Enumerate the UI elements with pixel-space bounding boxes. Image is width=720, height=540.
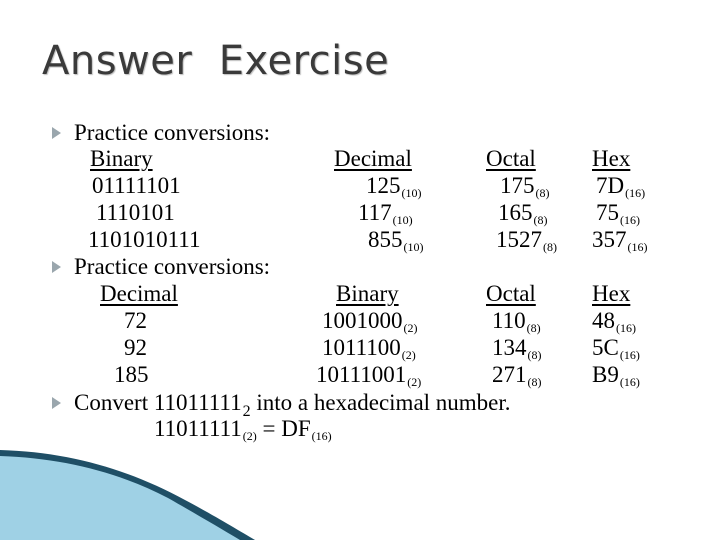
table2-row3-decimal: 185 (114, 362, 149, 387)
table1-row3-binary: 1101010111 (88, 227, 201, 252)
convert-answer: 11011111(2) = DF(16) (154, 416, 332, 443)
table1-row2-decimal: 117(10) (358, 200, 413, 227)
table2-row2-decimal: 92 (124, 335, 147, 360)
table2-row1-decimal: 72 (124, 308, 147, 333)
table1-row1-hex: 7D(16) (596, 173, 646, 200)
table2-row3-octal: 271(8) (492, 362, 542, 389)
table1-header-decimal: Decimal (334, 146, 412, 171)
table2-header-hex: Hex (592, 281, 631, 306)
table2-row2-hex: 5C(16) (592, 335, 640, 362)
table2-header-octal: Octal (486, 281, 536, 306)
table2-row2-binary: 1011100(2) (322, 335, 416, 362)
table1-header-octal: Octal (486, 146, 536, 171)
table1-row1-octal: 175(8) (500, 173, 550, 200)
decorative-wave-light (0, 452, 245, 540)
table2-row1-binary: 1001000(2) (322, 308, 418, 335)
decorative-wave (0, 450, 720, 540)
bullet-arrow-icon (52, 261, 61, 273)
table2-header-binary: Binary (336, 281, 399, 306)
table2-row3-hex: B9(16) (592, 362, 640, 389)
table1-row3-octal: 1527(8) (496, 227, 557, 254)
slide-title: Answer Exercise (42, 38, 390, 84)
table1-header-hex: Hex (592, 146, 631, 171)
table1-row2-binary: 1110101 (96, 200, 175, 225)
bullet-text-1: Practice conversions: (74, 120, 271, 145)
table1-row1-decimal: 125(10) (366, 173, 422, 200)
table1-header-binary: Binary (90, 146, 153, 171)
table2-row3-binary: 10111001(2) (316, 362, 422, 389)
table2-row2-octal: 134(8) (492, 335, 542, 362)
table1-row3-hex: 357(16) (592, 227, 648, 254)
table1-row3-decimal: 855(10) (368, 227, 424, 254)
bullet-text-2: Practice conversions: (74, 254, 271, 279)
table2-row1-octal: 110(8) (492, 308, 541, 335)
bullet-arrow-icon (52, 397, 61, 409)
bullet-arrow-icon (52, 127, 61, 139)
table1-row2-octal: 165(8) (498, 200, 548, 227)
table2-header-decimal: Decimal (100, 281, 178, 306)
bullet-text-3: Convert $11011111_2$ into a hexadecimal number. (74, 390, 511, 420)
table1-row1-binary: 01111101 (92, 173, 181, 198)
table1-row2-hex: 75(16) (596, 200, 640, 227)
table2-row1-hex: 48(16) (592, 308, 636, 335)
